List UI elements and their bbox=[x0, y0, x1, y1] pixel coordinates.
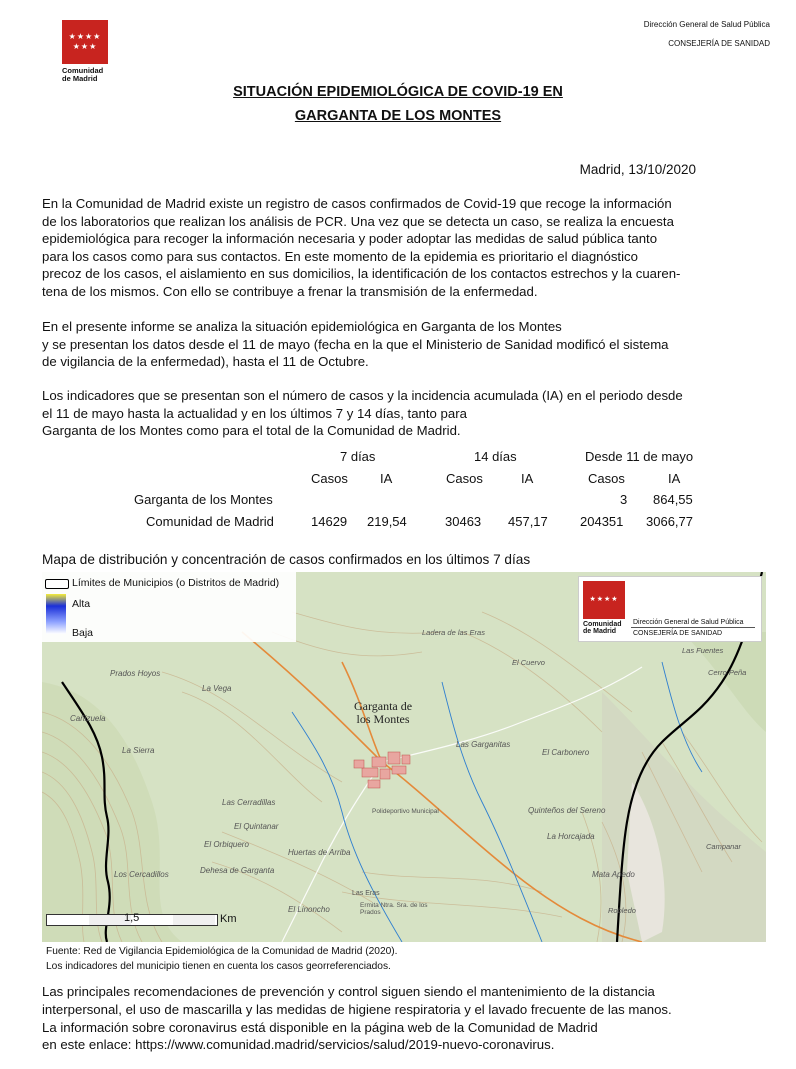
town-label bbox=[354, 700, 412, 726]
source-line2: Los indicadores del municipio tienen en cuenta los casos georreferenciados. bbox=[46, 961, 391, 972]
map-logo-panel bbox=[578, 576, 762, 642]
place-label: Ladera de las Eras bbox=[422, 628, 485, 637]
para2-line: de vigilancia de la enfermedad), hasta el 11 de Octubre. bbox=[42, 354, 369, 370]
para3-line: Los indicadores que se presentan son el número de casos y la incidencia acumulada (IA) en el periodo desde bbox=[42, 388, 683, 403]
place-label: El Orbiquero bbox=[204, 840, 249, 849]
map-logo-flag-icon: ★★★★ bbox=[583, 581, 625, 619]
cm-casos-7d: 14629 bbox=[311, 514, 348, 529]
report-date: Madrid, 13/10/2020 bbox=[579, 162, 696, 177]
map-logo-org-line1: Dirección General de Salud Pública bbox=[633, 619, 744, 626]
intro-paragraph bbox=[42, 195, 778, 301]
cm-ia-since-may: 3066,77 bbox=[646, 514, 693, 529]
place-label: Las Cerradillas bbox=[222, 798, 276, 807]
subheader-ia: IA bbox=[521, 471, 534, 486]
para1-line: de los laboratorios que realizan los análisis de PCR. Una vez que se detecta un caso, se realiza la encuesta bbox=[42, 213, 674, 229]
map-logo-name-line1: Comunidad bbox=[583, 621, 622, 628]
place-label: Cerro Peña bbox=[708, 668, 747, 677]
footer-line: interpersonal, el uso de mascarilla y las medidas de higiene respiratoria y el lavado frecuente de las manos. bbox=[42, 1001, 672, 1017]
place-label: El Linoncho bbox=[288, 905, 330, 914]
document-title bbox=[0, 80, 796, 128]
cm-casos-14d: 30463 bbox=[445, 514, 482, 529]
place-label: Prados Hoyos bbox=[110, 669, 161, 678]
footer-line: Las principales recomendaciones de prevención y control siguen siendo el mantenimiento de la distancia bbox=[42, 984, 655, 999]
header-7-days: 7 días bbox=[340, 449, 376, 464]
place-label: Cañizuela bbox=[70, 714, 106, 723]
place-label: La Sierra bbox=[122, 746, 155, 755]
cm-ia-14d: 457,17 bbox=[508, 514, 548, 529]
title-line2: GARGANTA DE LOS MONTES bbox=[294, 108, 502, 124]
cm-ia-7d: 219,54 bbox=[367, 514, 407, 529]
legend-high-label: Alta bbox=[72, 598, 91, 610]
place-label: Quinteños del Sereno bbox=[528, 806, 606, 815]
map-title: Mapa de distribución y concentración de casos confirmados en los últimos 7 días bbox=[42, 552, 531, 567]
para3-line: Garganta de los Montes como para el total de la Comunidad de Madrid. bbox=[42, 423, 461, 439]
logo-stars-icon: ★★★★ bbox=[68, 32, 102, 41]
logo-flag bbox=[62, 20, 108, 64]
place-label: Campanar bbox=[706, 842, 742, 851]
place-label: Robledo bbox=[608, 906, 636, 915]
legend-low-label: Baja bbox=[72, 627, 94, 639]
footer-link-line[interactable]: en este enlace: https://www.comunidad.madrid/servicios/salud/2019-nuevo-coronavirus. bbox=[42, 1037, 555, 1053]
place-label: La Vega bbox=[202, 684, 232, 693]
map-logo-divider bbox=[631, 627, 755, 628]
para1-line: precoz de los casos, el aislamiento en sus domicilios, la identificación de los contactos estrechos y la cuaren- bbox=[42, 266, 681, 282]
header-14-days: 14 días bbox=[474, 449, 517, 464]
indicators-paragraph bbox=[42, 387, 778, 440]
header-organization bbox=[644, 20, 770, 49]
para1-line: En la Comunidad de Madrid existe un registro de casos confirmados de Covid-19 que recoge la información bbox=[42, 196, 672, 211]
para1-line: epidemiológica para recoger la información necesaria y poder adoptar las medidas de salud pública tanto bbox=[42, 231, 658, 247]
legend-boundary-label: Límites de Municipios (o Distritos de Madrid) bbox=[72, 577, 280, 589]
place-label: Mata Apedo bbox=[592, 870, 635, 879]
map-logo-name bbox=[583, 621, 622, 635]
place-label: La Horcajada bbox=[547, 832, 595, 841]
place-label: Huertas de Arriba bbox=[288, 848, 351, 857]
row-label-comunidad: Comunidad de Madrid bbox=[146, 514, 274, 529]
recommendations-paragraph bbox=[42, 983, 782, 1054]
logo-name-line1: Comunidad bbox=[62, 66, 104, 75]
place-label: Dehesa de Garganta bbox=[200, 866, 275, 875]
para2-line: y se presentan los datos desde el 11 de mayo (fecha en la que el Ministerio de Sanidad modificó el sistema bbox=[42, 336, 669, 352]
place-label: El Quintanar bbox=[234, 822, 279, 831]
place-label: Las Fuentes bbox=[682, 646, 724, 655]
subheader-ia: IA bbox=[380, 471, 393, 486]
town-label-line1: Garganta de bbox=[354, 699, 413, 713]
place-label: El Carbonero bbox=[542, 748, 590, 757]
map-source bbox=[46, 944, 398, 974]
subheader-casos: Casos bbox=[588, 471, 625, 486]
boundary-swatch-icon bbox=[45, 579, 69, 589]
place-label: El Cuervo bbox=[512, 658, 545, 667]
cm-casos-since-may: 204351 bbox=[580, 514, 624, 529]
garganta-casos-since-may: 3 bbox=[620, 492, 628, 507]
incidence-gradient-icon bbox=[46, 594, 66, 634]
map-logo-name-line2: de Madrid bbox=[583, 628, 617, 635]
para1-line: tena de los mismos. Con ello se contribuye a frenar la transmisión de la enfermedad. bbox=[42, 283, 538, 299]
place-label: Los Cercadillos bbox=[114, 870, 169, 879]
para2-line: En el presente informe se analiza la situación epidemiológica en Garganta de los Montes bbox=[42, 319, 562, 334]
row-label-garganta: Garganta de los Montes bbox=[134, 492, 273, 507]
para3-line: el 11 de mayo hasta la actualidad y en los últimos 7 y 14 días, tanto para bbox=[42, 405, 467, 421]
para1-line: para los casos como para sus contactos. En este momento de la epidemia es prioritario el diagnóstico bbox=[42, 248, 638, 264]
logo-stars-icon-2: ★★★ bbox=[72, 42, 98, 51]
place-label: Las Eras bbox=[352, 890, 380, 897]
org-line1: Dirección General de Salud Pública bbox=[643, 20, 770, 29]
title-line1: SITUACIÓN EPIDEMIOLÓGICA DE COVID-19 EN bbox=[233, 84, 563, 100]
header-since-may: Desde 11 de mayo bbox=[585, 449, 694, 464]
analysis-paragraph bbox=[42, 318, 778, 371]
place-label: Ermita Ntra. Sra. de los Prados bbox=[360, 902, 428, 916]
place-label: Las Garganitas bbox=[456, 740, 511, 749]
comunidad-madrid-logo bbox=[62, 20, 114, 83]
map-logo-org-line2: CONSEJERÍA DE SANIDAD bbox=[633, 630, 723, 637]
map-legend bbox=[42, 572, 296, 642]
source-line1: Fuente: Red de Vigilancia Epidemiológica de la Comunidad de Madrid (2020). bbox=[46, 946, 398, 957]
subheader-ia: IA bbox=[668, 471, 681, 486]
subheader-casos: Casos bbox=[311, 471, 348, 486]
logo-name-line2: de Madrid bbox=[62, 74, 98, 83]
town-label-line2: los Montes bbox=[356, 712, 410, 726]
scale-unit: Km bbox=[220, 913, 237, 925]
place-label: Polideportivo Municipal bbox=[372, 808, 439, 815]
footer-line: La información sobre coronavirus está disponible en la página web de la Comunidad de Madrid bbox=[42, 1019, 598, 1035]
garganta-ia-since-may: 864,55 bbox=[653, 492, 693, 507]
subheader-casos: Casos bbox=[446, 471, 483, 486]
scale-number: 1,5 bbox=[124, 912, 140, 924]
org-line2: CONSEJERÍA DE SANIDAD bbox=[668, 39, 770, 48]
